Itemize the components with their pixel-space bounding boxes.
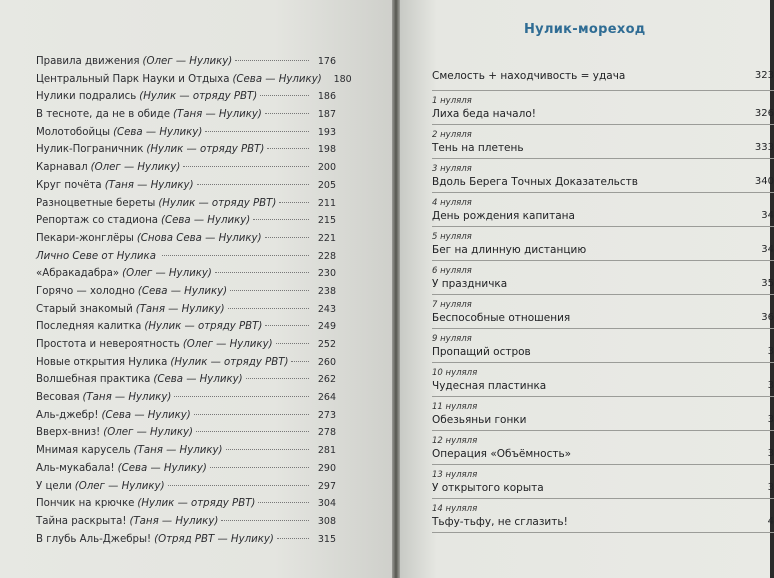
toc-entry bbox=[432, 160, 774, 194]
entry-page: 193 bbox=[317, 126, 336, 138]
entry-title: Нулики подрались bbox=[36, 91, 137, 103]
toc-entry bbox=[36, 286, 336, 304]
toc-entry bbox=[36, 481, 336, 499]
entry-page: 230 bbox=[317, 268, 336, 280]
entry-authors: (Сева — Нулику) bbox=[232, 73, 322, 85]
entry-divider bbox=[432, 192, 774, 193]
toc-entry bbox=[36, 516, 336, 534]
entry-day: 4 нуляля bbox=[432, 198, 472, 208]
entry-page: 3 bbox=[767, 346, 774, 357]
dot-leader bbox=[291, 361, 309, 362]
entry-title: Обезьяньи гонки bbox=[432, 414, 527, 426]
entry-page: 278 bbox=[317, 427, 336, 439]
entry-title: Правила движения bbox=[36, 56, 140, 67]
entry-title: Вверх-вниз! bbox=[36, 427, 101, 439]
entry-title: Аль-мукабала! bbox=[36, 462, 115, 474]
entry-page: 36 bbox=[761, 312, 774, 323]
entry-page: 323 bbox=[754, 70, 774, 81]
dot-leader bbox=[162, 255, 309, 256]
entry-authors: (Сева — Нулику) bbox=[137, 285, 228, 297]
entry-title: Пекари-жонглёры bbox=[36, 232, 134, 244]
entry-page: 221 bbox=[317, 232, 336, 244]
entry-page: 34 bbox=[761, 210, 774, 221]
entry-page: 3 bbox=[767, 380, 774, 391]
entry-divider bbox=[432, 226, 774, 227]
entry-authors: (Нулик — отряду РВТ) bbox=[170, 356, 289, 368]
entry-day: 12 нуляля bbox=[432, 436, 478, 446]
entry-title: Чудесная пластинка bbox=[432, 380, 547, 392]
entry-page: 273 bbox=[317, 409, 336, 421]
entry-title: Старый знакомый bbox=[36, 303, 133, 315]
entry-authors: (Олег — Нулику) bbox=[142, 56, 233, 67]
entry-title: Вдоль Берега Точных Доказательств bbox=[432, 176, 638, 188]
dot-leader bbox=[246, 378, 309, 379]
entry-page: 260 bbox=[317, 356, 336, 368]
dot-leader bbox=[265, 113, 309, 114]
dot-leader bbox=[260, 95, 309, 96]
entry-divider bbox=[432, 328, 774, 329]
entry-divider bbox=[432, 362, 774, 363]
right-toc-list bbox=[432, 66, 774, 534]
entry-title: В тесноте, да не в обиде bbox=[36, 109, 170, 121]
dot-leader bbox=[265, 325, 309, 326]
dot-leader bbox=[230, 290, 309, 291]
entry-day: 2 нуляля bbox=[432, 130, 472, 140]
entry-page: 3 bbox=[767, 448, 774, 459]
entry-page: 297 bbox=[317, 480, 336, 492]
toc-entry bbox=[36, 357, 336, 375]
entry-authors: (Таня — Нулику) bbox=[104, 179, 194, 191]
entry-page: 304 bbox=[317, 498, 336, 510]
dot-leader bbox=[215, 272, 309, 273]
entry-authors: (Нулик — отряду РВТ) bbox=[158, 197, 277, 209]
entry-divider bbox=[432, 532, 774, 533]
entry-page: 3 bbox=[767, 482, 774, 493]
entry-authors: (Таня — Нулику) bbox=[173, 109, 262, 121]
entry-title: Волшебная практика bbox=[36, 374, 151, 386]
entry-title: Бег на длинную дистанцию bbox=[432, 244, 587, 256]
entry-authors: (Олег — Нулику) bbox=[90, 162, 181, 174]
toc-entry bbox=[36, 162, 336, 180]
entry-title: Пропащий остров bbox=[432, 346, 531, 358]
toc-entry bbox=[36, 251, 336, 269]
entry-title: Разноцветные береты bbox=[36, 197, 156, 209]
entry-page: 211 bbox=[317, 197, 336, 209]
toc-entry bbox=[36, 198, 336, 216]
entry-title: Весовая bbox=[36, 392, 80, 404]
entry-title: Лично Севе от Нулика bbox=[36, 250, 156, 262]
entry-page: 198 bbox=[317, 144, 336, 156]
entry-authors: (Таня — Нулику) bbox=[135, 303, 225, 315]
dot-leader bbox=[210, 467, 309, 468]
entry-day: 13 нуляля bbox=[432, 470, 478, 480]
entry-divider bbox=[432, 158, 774, 159]
toc-entry bbox=[36, 410, 336, 428]
entry-page: 290 bbox=[317, 462, 336, 474]
entry-page: 186 bbox=[317, 91, 336, 103]
toc-entry bbox=[36, 321, 336, 339]
dot-leader bbox=[197, 184, 309, 185]
dot-leader bbox=[196, 431, 309, 432]
entry-divider bbox=[432, 260, 774, 261]
entry-title: Аль-джебр! bbox=[36, 409, 99, 421]
entry-page: 215 bbox=[317, 215, 336, 227]
entry-divider bbox=[432, 294, 774, 295]
entry-page: 176 bbox=[317, 56, 336, 67]
dot-leader bbox=[168, 485, 309, 486]
toc-entry bbox=[36, 180, 336, 198]
entry-authors: (Сева — Нулику) bbox=[117, 462, 207, 474]
dot-leader bbox=[267, 148, 309, 149]
entry-day: 11 нуляля bbox=[432, 402, 478, 412]
toc-entry bbox=[36, 374, 336, 392]
dot-leader bbox=[258, 502, 309, 503]
entry-page: 200 bbox=[317, 162, 336, 174]
toc-entry bbox=[36, 304, 336, 322]
toc-entry bbox=[36, 56, 336, 74]
toc-entry bbox=[36, 534, 336, 552]
dot-leader bbox=[221, 520, 309, 521]
toc-entry bbox=[432, 262, 774, 296]
entry-title: Новые открытия Нулика bbox=[36, 356, 168, 368]
entry-title: Смелость + находчивость = удача bbox=[432, 70, 626, 82]
toc-entry bbox=[36, 498, 336, 516]
entry-page: 264 bbox=[317, 392, 336, 404]
toc-entry bbox=[36, 144, 336, 162]
dot-leader bbox=[194, 414, 309, 415]
entry-title: Последняя калитка bbox=[36, 321, 142, 333]
entry-page: 4 bbox=[767, 516, 774, 527]
section-title: Нулик-мореход bbox=[524, 22, 646, 37]
entry-page: 315 bbox=[317, 533, 336, 545]
entry-day: 3 нуляля bbox=[432, 164, 472, 174]
entry-page: 340 bbox=[754, 176, 774, 187]
entry-title: Операция «Объёмность» bbox=[432, 448, 572, 460]
left-toc-list bbox=[36, 56, 352, 551]
toc-entry bbox=[36, 427, 336, 445]
entry-divider bbox=[432, 124, 774, 125]
dot-leader bbox=[205, 131, 309, 132]
toc-entry bbox=[432, 432, 774, 466]
entry-page: 34 bbox=[761, 244, 774, 255]
entry-authors: (Нулик — отряду РВТ) bbox=[146, 144, 265, 156]
entry-title: Репортаж со стадиона bbox=[36, 215, 159, 227]
entry-title: Круг почёта bbox=[36, 179, 102, 191]
entry-authors: (Нулик — отряду РВТ) bbox=[137, 498, 256, 510]
book-gutter bbox=[392, 0, 400, 578]
dot-leader bbox=[253, 219, 309, 220]
entry-authors: (Отряд РВТ — Нулику) bbox=[154, 533, 274, 545]
toc-entry bbox=[432, 398, 774, 432]
dot-leader bbox=[228, 308, 309, 309]
entry-page: 252 bbox=[317, 339, 336, 350]
entry-authors: (Сева — Нулику) bbox=[161, 215, 251, 227]
entry-authors: (Олег — Нулику) bbox=[74, 480, 165, 492]
right-page bbox=[400, 0, 774, 578]
entry-authors: (Сева — Нулику) bbox=[153, 374, 243, 386]
dot-leader bbox=[277, 538, 309, 539]
entry-divider bbox=[432, 396, 774, 397]
entry-title: «Абракадабра» bbox=[36, 268, 120, 280]
toc-entry bbox=[432, 466, 774, 500]
entry-page: 180 bbox=[333, 73, 352, 85]
entry-authors: (Снова Сева — Нулику) bbox=[136, 232, 262, 244]
entry-page: 243 bbox=[317, 303, 336, 315]
entry-page: 187 bbox=[317, 109, 336, 121]
entry-page: 326 bbox=[754, 108, 774, 119]
toc-entry bbox=[432, 66, 774, 92]
entry-day: 5 нуляля bbox=[432, 232, 472, 242]
toc-entry bbox=[36, 109, 336, 127]
toc-entry bbox=[36, 463, 336, 481]
entry-authors: (Олег — Нулику) bbox=[103, 427, 194, 439]
entry-page: 249 bbox=[317, 321, 336, 333]
entry-day: 7 нуляля bbox=[432, 300, 472, 310]
toc-entry bbox=[36, 215, 336, 233]
entry-day: 1 нуляля bbox=[432, 96, 472, 106]
entry-title: У праздничка bbox=[432, 278, 508, 290]
toc-entry bbox=[432, 92, 774, 126]
entry-authors: (Олег — Нулику) bbox=[122, 268, 212, 280]
entry-authors: (Сева — Нулику) bbox=[113, 126, 203, 138]
toc-entry bbox=[432, 500, 774, 534]
entry-day: 14 нуляля bbox=[432, 504, 478, 514]
entry-divider bbox=[432, 430, 774, 431]
entry-authors: (Таня — Нулику) bbox=[82, 392, 172, 404]
entry-title: Тень на плетень bbox=[432, 142, 524, 154]
entry-authors: (Сева — Нулику) bbox=[101, 409, 191, 421]
entry-title: У цели bbox=[36, 480, 72, 492]
entry-title: Горячо — холодно bbox=[36, 285, 135, 297]
dot-leader bbox=[265, 237, 309, 238]
toc-entry bbox=[36, 91, 336, 109]
entry-page: 262 bbox=[317, 374, 336, 386]
entry-title: Пончик на крючке bbox=[36, 498, 135, 510]
dot-leader bbox=[235, 60, 309, 61]
entry-page: 3 bbox=[767, 414, 774, 425]
entry-page: 238 bbox=[317, 285, 336, 297]
toc-entry bbox=[36, 339, 336, 357]
toc-entry bbox=[36, 392, 336, 410]
toc-entry bbox=[432, 228, 774, 262]
entry-divider bbox=[432, 464, 774, 465]
entry-authors: (Нулик — отряду РВТ) bbox=[144, 321, 263, 333]
entry-title: Центральный Парк Науки и Отдыха bbox=[36, 73, 230, 85]
entry-day: 9 нуляля bbox=[432, 334, 472, 344]
entry-authors: (Таня — Нулику) bbox=[129, 515, 219, 527]
toc-entry bbox=[432, 364, 774, 398]
entry-day: 10 нуляля bbox=[432, 368, 478, 378]
entry-page: 228 bbox=[317, 250, 336, 262]
entry-authors: (Олег — Нулику) bbox=[182, 339, 273, 350]
entry-title: Простота и невероятность bbox=[36, 339, 180, 350]
toc-entry bbox=[36, 445, 336, 463]
entry-title: У открытого корыта bbox=[432, 482, 544, 494]
toc-entry bbox=[432, 126, 774, 160]
dot-leader bbox=[183, 166, 309, 167]
entry-title: Беспособные отношения bbox=[432, 312, 571, 324]
entry-page: 205 bbox=[317, 179, 336, 191]
dot-leader bbox=[174, 396, 309, 397]
entry-title: Карнавал bbox=[36, 162, 88, 174]
entry-title: Нулик-Пограничник bbox=[36, 144, 144, 156]
entry-title: Мнимая карусель bbox=[36, 445, 131, 457]
entry-title: Молотобойцы bbox=[36, 126, 111, 138]
entry-title: В глубь Аль-Джебры! bbox=[36, 533, 152, 545]
toc-entry bbox=[432, 296, 774, 330]
entry-title: Лиха беда начало! bbox=[432, 108, 536, 120]
toc-entry bbox=[36, 73, 352, 92]
dot-leader bbox=[226, 449, 309, 450]
entry-title: День рождения капитана bbox=[432, 210, 575, 222]
dot-leader bbox=[279, 202, 309, 203]
entry-divider bbox=[432, 90, 774, 91]
entry-title: Тьфу-тьфу, не сглазить! bbox=[432, 516, 568, 528]
toc-entry bbox=[36, 127, 336, 145]
toc-entry bbox=[432, 194, 774, 228]
entry-page: 35 bbox=[761, 278, 774, 289]
entry-day: 6 нуляля bbox=[432, 266, 472, 276]
entry-authors: (Нулик — отряду РВТ) bbox=[139, 91, 258, 103]
entry-page: 333 bbox=[754, 142, 774, 153]
toc-entry bbox=[36, 233, 336, 251]
entry-title: Тайна раскрыта! bbox=[36, 515, 127, 527]
entry-page: 281 bbox=[317, 445, 336, 457]
toc-entry bbox=[36, 268, 336, 286]
dot-leader bbox=[276, 343, 309, 344]
entry-divider bbox=[432, 498, 774, 499]
entry-authors: (Таня — Нулику) bbox=[133, 445, 223, 457]
toc-entry bbox=[432, 330, 774, 364]
entry-page: 308 bbox=[317, 515, 336, 527]
